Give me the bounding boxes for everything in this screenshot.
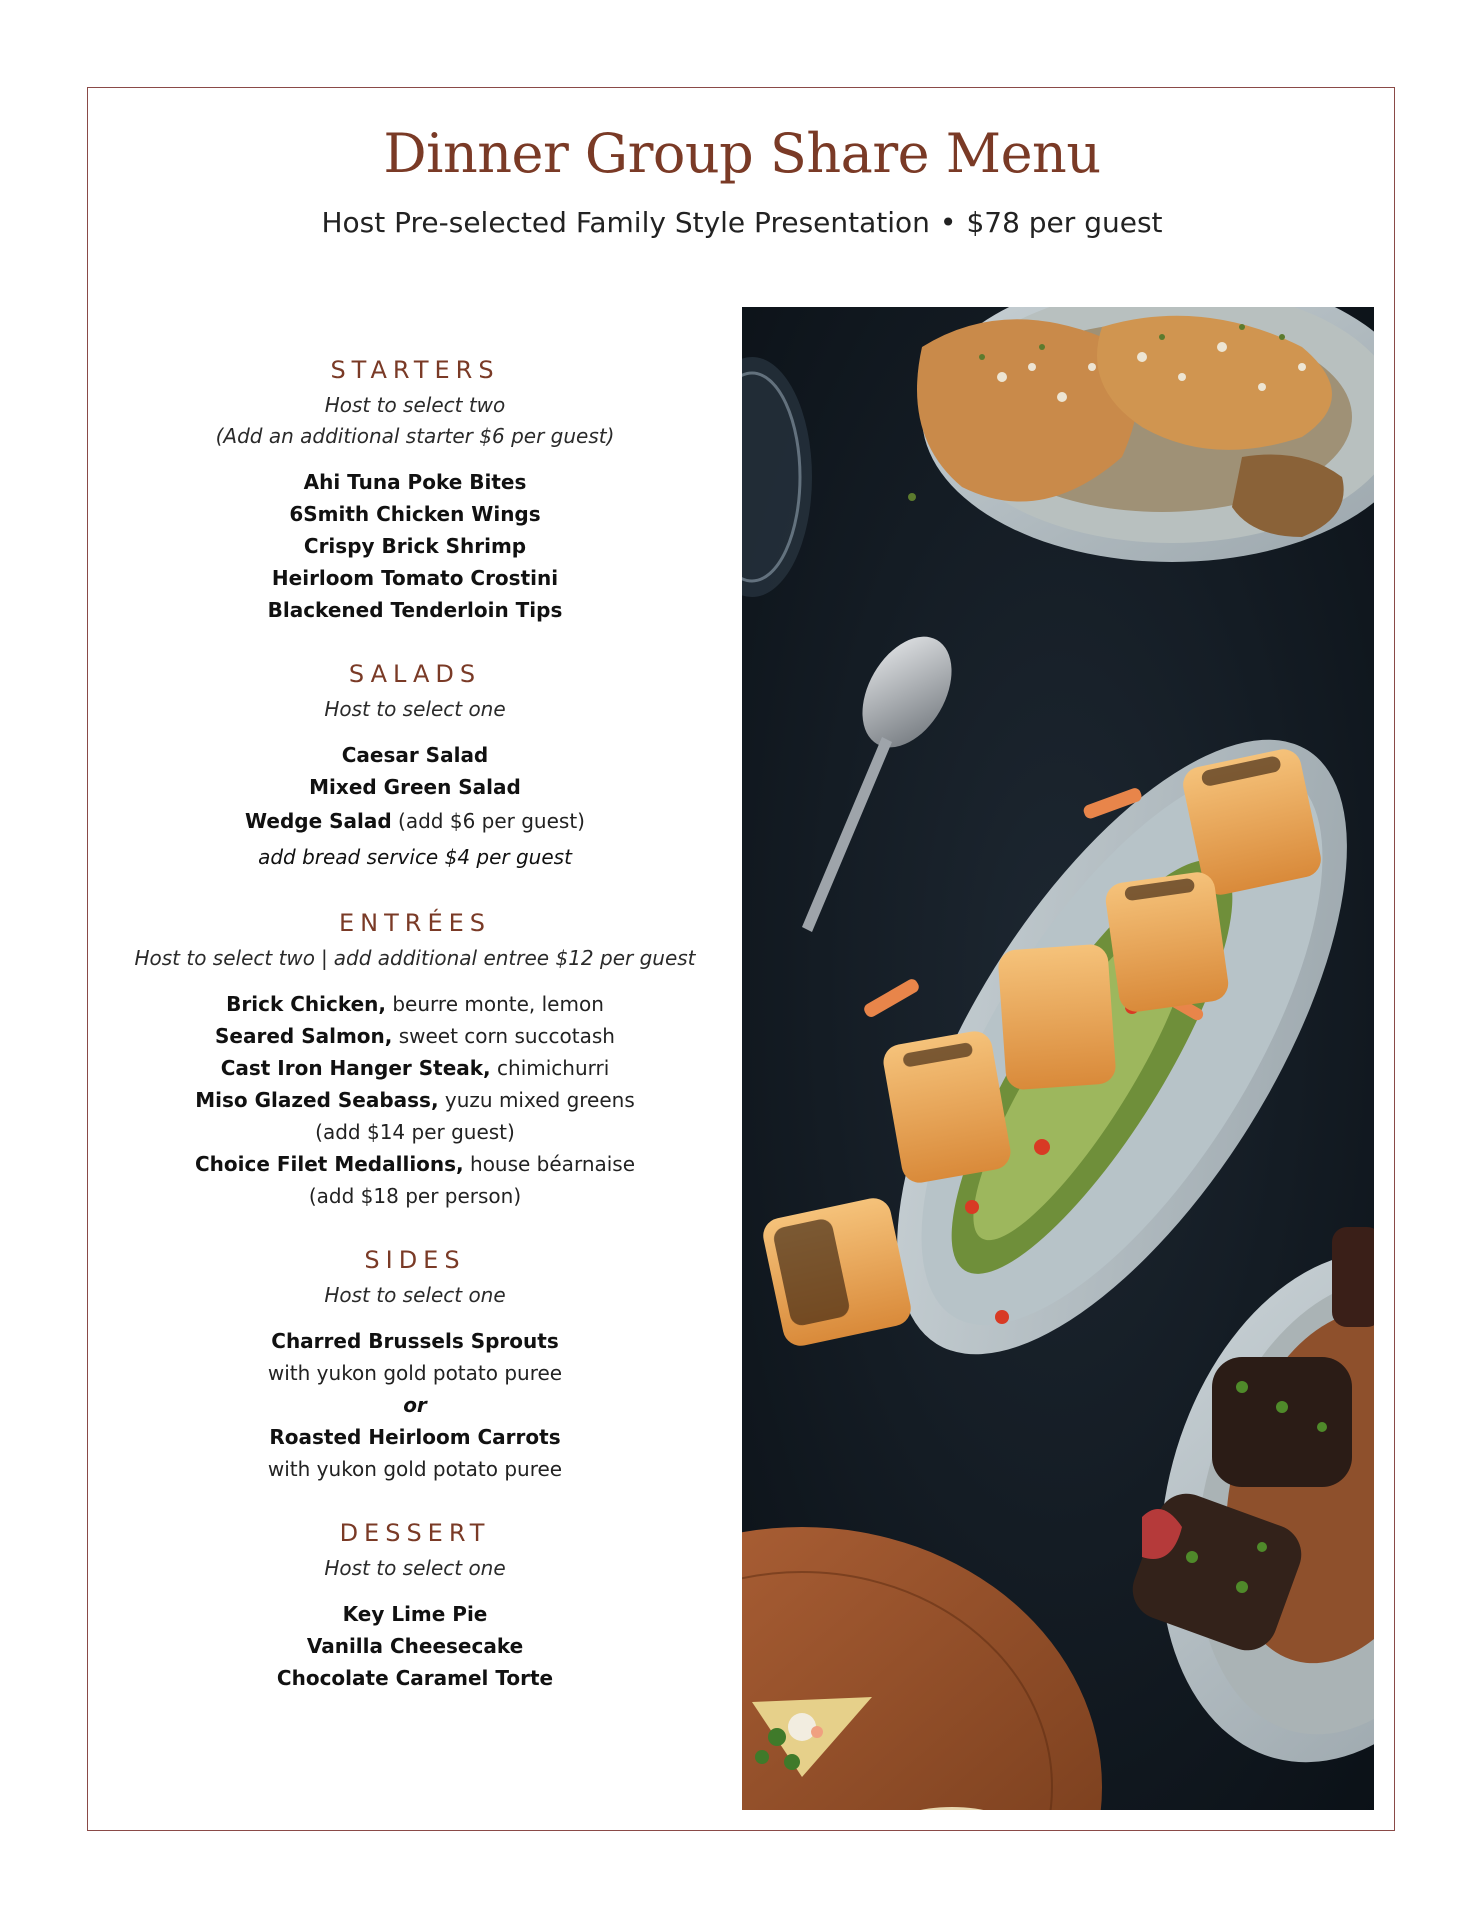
- menu-column: [120, 356, 710, 1728]
- menu-item: Seared Salmon,: [215, 1024, 393, 1048]
- menu-item: Heirloom Tomato Crostini: [271, 566, 559, 590]
- item-list: [120, 988, 710, 1212]
- food-photo-illustration: [742, 307, 1374, 1810]
- menu-item: Roasted Heirloom Carrots: [269, 1425, 561, 1449]
- section-note: Host to select one: [324, 697, 506, 721]
- section-sides: [120, 1246, 710, 1485]
- page-title: Dinner Group Share Menu: [383, 122, 1101, 185]
- menu-item: Cast Iron Hanger Steak,: [220, 1056, 491, 1080]
- section-note: (Add an additional starter $6 per guest): [215, 424, 615, 448]
- section-starters: [120, 356, 710, 626]
- or-separator: or: [403, 1393, 427, 1417]
- menu-item-desc: with yukon gold potato puree: [267, 1361, 563, 1385]
- item-list: [120, 1598, 710, 1694]
- menu-item-desc: (add $18 per person): [308, 1184, 522, 1208]
- food-photo: [742, 307, 1374, 1810]
- menu-item: 6Smith Chicken Wings: [289, 502, 541, 526]
- menu-item: Wedge Salad: [245, 809, 392, 833]
- subtitle-dot: •: [939, 206, 957, 239]
- menu-item: Caesar Salad: [341, 743, 489, 767]
- entree-additional-note: add additional entree $12 per guest: [333, 946, 696, 970]
- item-list: [120, 1325, 710, 1485]
- menu-item: Blackened Tenderloin Tips: [267, 598, 563, 622]
- menu-item: Choice Filet Medallions,: [194, 1152, 464, 1176]
- section-heading: ENTRÉES: [338, 909, 491, 937]
- menu-item: Crispy Brick Shrimp: [303, 534, 527, 558]
- section-heading: DESSERT: [339, 1519, 491, 1547]
- menu-item-desc: with yukon gold potato puree: [267, 1457, 563, 1481]
- menu-item-desc: (add $6 per guest): [398, 809, 585, 833]
- section-heading: SALADS: [348, 660, 482, 688]
- note-separator: |: [321, 946, 328, 970]
- entree-select-note: Host to select two: [134, 946, 316, 970]
- section-note: Host to select one: [324, 1283, 506, 1307]
- section-heading: STARTERS: [330, 356, 500, 384]
- menu-item: Charred Brussels Sprouts: [271, 1329, 559, 1353]
- item-list: [120, 739, 710, 875]
- section-salads: [120, 660, 710, 875]
- menu-item-desc: yuzu mixed greens: [444, 1088, 635, 1112]
- subtitle-presentation: Host Pre-selected Family Style Presentation: [321, 206, 930, 239]
- menu-item-desc: house béarnaise: [470, 1152, 636, 1176]
- section-note: [120, 943, 710, 974]
- menu-item: Brick Chicken,: [226, 992, 386, 1016]
- menu-item: Mixed Green Salad: [309, 775, 521, 799]
- section-entrees: [120, 909, 710, 1212]
- menu-item-desc: sweet corn succotash: [398, 1024, 615, 1048]
- section-note: Host to select one: [324, 1556, 506, 1580]
- menu-item-desc: chimichurri: [497, 1056, 610, 1080]
- menu-item: Ahi Tuna Poke Bites: [303, 470, 527, 494]
- item-list: [120, 466, 710, 626]
- bread-service-note: add bread service $4 per guest: [258, 845, 572, 869]
- menu-item-desc: (add $14 per guest): [315, 1120, 515, 1144]
- section-heading: SIDES: [364, 1246, 466, 1274]
- menu-item: Vanilla Cheesecake: [306, 1634, 524, 1658]
- menu-item: Key Lime Pie: [342, 1602, 488, 1626]
- section-note: Host to select two: [324, 393, 506, 417]
- section-dessert: [120, 1519, 710, 1694]
- menu-item: Chocolate Caramel Torte: [276, 1666, 554, 1690]
- page-subtitle: [0, 206, 1484, 239]
- menu-item: Miso Glazed Seabass,: [195, 1088, 439, 1112]
- menu-item-desc: beurre monte, lemon: [392, 992, 604, 1016]
- subtitle-price: $78 per guest: [966, 206, 1163, 239]
